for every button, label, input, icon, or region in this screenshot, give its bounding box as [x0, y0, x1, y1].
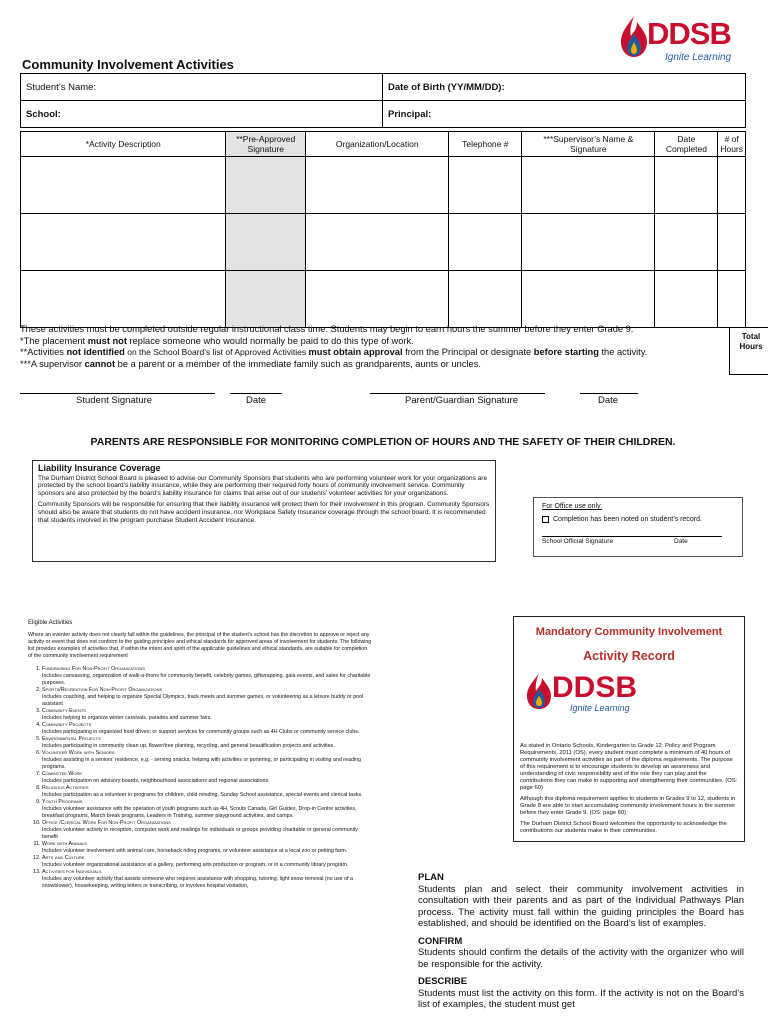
table-cell[interactable]: [226, 157, 306, 214]
list-item: 9. Youth Programs Includes volunteer assistance with the operation of youth programs such as 4H, Scouts Canada, Girl Guides, Drop-in Centre activities, breakfast programs, March break programs, Leaders in Training, summer playground activities, and camps.: [42, 799, 372, 820]
parent-signature-label: Parent/Guardian Signature: [405, 395, 519, 406]
list-item: 3. Community Events Includes helping to organize winter carnivals, parades and summer fairs.: [42, 708, 372, 722]
student-signature-label: Student Signature: [76, 395, 153, 406]
header-pre-approved-signature: **Pre-Approved Signature: [226, 132, 306, 157]
eligible-activities: [28, 620, 372, 890]
office-use-title: For Office use only.: [542, 503, 603, 510]
checkbox-icon[interactable]: [542, 516, 549, 523]
plan-heading: PLAN: [418, 872, 444, 883]
student-info-table: [20, 73, 746, 128]
table-cell[interactable]: [21, 214, 226, 271]
record-logo: [520, 671, 738, 715]
office-signature-label: School Official Signature: [542, 538, 614, 545]
date-line-1[interactable]: [230, 393, 282, 394]
office-date-label: Date: [674, 538, 688, 545]
total-hours-box[interactable]: Total Hours: [729, 327, 768, 375]
activity-notes: [20, 324, 710, 370]
list-item: 2. Sports/Recreation For Non-Profit Organizations Includes coaching, and helping to organize Special Olympics, track meets and summer games, or volunteering as a leisure buddy or pool assistant: [42, 687, 372, 708]
record-paragraph-3: The Durham District School Board welcomes the opportunity to acknowledge the contributions our students make in their communities.: [520, 821, 727, 834]
header-organization-location: Organization/Location: [306, 132, 449, 157]
table-cell[interactable]: [718, 157, 746, 214]
describe-text: Students must list the activity on this form. If the activity is not on the Board’s list of examples, the student must get: [418, 987, 744, 1010]
plan-text: Students plan and select their community involvement activities in consultation with their parents and as part of the Individual Pathways Plan process. The activity must fall within the guiding principles the Board has established, and should be identified on the Board’s list of examples.: [418, 883, 744, 929]
office-use-box: [533, 497, 743, 557]
mandatory-record-box: [513, 616, 745, 842]
header-activity-description: *Activity Description: [21, 132, 226, 157]
flame-icon: [524, 671, 554, 711]
table-cell[interactable]: [655, 214, 718, 271]
table-cell[interactable]: [449, 271, 522, 328]
list-item: 13. Activities for Individuals Includes any volunteer activity that assists someone who requires assistance with shopping, tutoring, light snow removal (no use of a snowblower), housekeeping, writing letters or transcribing, or involves hospital visitation,: [42, 869, 372, 890]
table-row: [21, 271, 746, 328]
table-row: [21, 157, 746, 214]
date-label-1: Date: [246, 395, 267, 406]
table-cell[interactable]: [226, 214, 306, 271]
note-line-2: *The placement must not replace someone who would normally be paid to do this type of work.: [20, 335, 414, 346]
date-line-2[interactable]: [580, 393, 638, 394]
table-cell[interactable]: [718, 214, 746, 271]
liability-paragraph-2: Community Sponsors will be responsible for ensuring that their liability insurance will protect them for their involvement in this program. Community Sponsors should also be aware that students do not have accident insurance, nor Workplace Safety Insurance coverage through the school board. It is recommended that students involved in the program purchase Student Accident Insurance.: [38, 501, 490, 524]
table-cell[interactable]: [306, 271, 449, 328]
table-cell[interactable]: [522, 271, 655, 328]
note-line-4: ***A supervisor cannot be a parent or a member of the immediate family such as grandparents, aunts or uncles.: [20, 358, 481, 369]
eligible-heading: Eligible Activities: [28, 620, 73, 626]
table-cell[interactable]: [522, 214, 655, 271]
list-item: 4. Community Projects Includes participating in organized food drives; or support services for community groups such as 4H Clubs or community service clubs.: [42, 722, 372, 736]
table-cell[interactable]: [718, 271, 746, 328]
activity-table: [20, 131, 746, 328]
record-logo-tagline: Ignite Learning: [570, 703, 630, 713]
table-cell[interactable]: [655, 271, 718, 328]
liability-insurance-box: [32, 460, 496, 562]
page-title: Community Involvement Activities: [22, 57, 234, 72]
table-cell[interactable]: [306, 157, 449, 214]
date-label-2: Date: [598, 395, 619, 406]
list-item: 6. Volunteer Work with Seniors Includes assisting in a seniors’ residence, e.g. - serving snacks, helping with activities or portering, or participating in visiting and reading programs.: [42, 750, 372, 771]
note-line-1: These activities must be completed outside regular instructional class time. Students may begin to earn hours the summer before they enter Grade 9.: [20, 324, 634, 334]
table-cell[interactable]: [522, 157, 655, 214]
list-item: 10. Office /Clerical Work For Non-Profit Organizations Includes volunteer activity in reception, computer work and mailings for individuals or groups providing charitable or general community benefit: [42, 820, 372, 841]
table-cell[interactable]: [226, 271, 306, 328]
liability-paragraph-1: The Durham District School Board is pleased to advise our Community Sponsors that students who are performing volunteer work for your organizations are protected by the school board’s liability insurance, while they are performing their required forty hours of community involvement service. Community sponsors are also protected by the board’s liability insurance for claims that arise out of our students’ volunteer activities for your organizations.: [38, 474, 488, 497]
student-name-field[interactable]: Student’s Name:: [21, 74, 383, 101]
parent-signature-line[interactable]: [370, 393, 545, 394]
list-item: 5. Environmental Projects Includes participating in community clean up, flower/tree planting, recycling, and general beautification projects and activities.: [42, 736, 372, 750]
record-title: Mandatory Community Involvement: [535, 626, 723, 638]
header-hours: # of Hours: [718, 132, 746, 157]
table-cell[interactable]: [21, 271, 226, 328]
student-signature-line[interactable]: [20, 393, 215, 394]
table-cell[interactable]: [21, 157, 226, 214]
table-row: [21, 214, 746, 271]
ddsb-logo: [617, 14, 733, 68]
eligible-list: [28, 666, 372, 890]
parents-responsibility-banner: PARENTS ARE RESPONSIBLE FOR MONITORING COMPLETION OF HOURS AND THE SAFETY OF THEIR CHILDREN.: [90, 436, 676, 448]
completion-check[interactable]: Completion has been noted on student’s record.: [542, 515, 734, 524]
list-item: 12. Arts and Culture Includes volunteer organizational assistance at a gallery, performing arts production or program, or in a community library program.: [42, 855, 372, 869]
dob-field[interactable]: Date of Birth (YY/MM/DD):: [383, 74, 746, 101]
header-date-completed: Date Completed: [655, 132, 718, 157]
school-field[interactable]: School:: [21, 101, 383, 128]
table-cell[interactable]: [449, 214, 522, 271]
table-cell[interactable]: [306, 214, 449, 271]
list-item: 8. Religious Activities Includes participation as a volunteer in programs for children, child minding, Sunday School assistance, special events and clerical tasks.: [42, 785, 372, 799]
flame-icon: [617, 14, 651, 58]
header-supervisor: ***Supervisor’s Name & Signature: [522, 132, 655, 157]
confirm-heading: CONFIRM: [418, 935, 463, 947]
list-item: 11. Work with Animals Includes volunteer involvement with animal care, horseback riding programs, or volunteer assistance at a local zoo or petting farm.: [42, 841, 372, 855]
record-paragraph-1: As stated in Ontario Schools, Kindergarten to Grade 12: Policy and Program Requirements, 2011 (OS), every student must complete a minimum of 40 hours of community involvement activities as part of the diploma requirements. The purpose of this requirement is to encourage students to develop an awareness and understanding of civic responsibility and of the role they can play and the contributions they can make in supporting and strengthening their communities. (OS: page 60): [520, 743, 738, 791]
header-telephone: Telephone #: [449, 132, 522, 157]
table-cell[interactable]: [449, 157, 522, 214]
record-logo-wordmark: DDSB: [552, 671, 638, 704]
record-subtitle: Activity Record: [583, 649, 675, 663]
record-paragraph-2: Although this diploma requirement applies to students in Grades 9 to 12, students in Grade 8 are able to start accumulating community involvement hours in the summer before they enter Grade 9. (OS: page 60): [520, 796, 736, 816]
office-signature-labels: [542, 537, 734, 546]
confirm-text: Students should confirm the details of the activity with the organizer who will be responsible for the activity.: [418, 947, 744, 970]
table-cell[interactable]: [655, 157, 718, 214]
list-item: 7. Committee Work Includes participation on advisory boards, neighbourhood associations and regional associations.: [42, 771, 372, 785]
liability-heading: Liability Insurance Coverage: [38, 463, 161, 473]
eligible-intro: Where an eventer activity does not clearly fall within the guidelines, the principal of the student’s school has the discretion to approve or reject any activity or event that does not conform to the guiding principles and ethical standards for approved areas of involvement for students. The following list provides examples of activities that, if within the intent and spirit of the applicable guidelines and ethical standards, are suitable for completion of the community involvement requirement: [28, 632, 372, 659]
steps-section: [418, 872, 744, 1011]
logo-tagline: Ignite Learning: [665, 52, 732, 63]
note-line-3: **Activities not identified on the School Board’s list of Approved Activities must obtain approval from the Principal or designate before starting the activity.: [20, 347, 648, 357]
principal-field[interactable]: Principal:: [383, 101, 746, 128]
logo-wordmark: DDSB: [647, 16, 731, 51]
describe-heading: DESCRIBE: [418, 976, 468, 987]
list-item: 1. Fundraising For Non-Profit Organizations Includes canvassing, organization of walk-a-thons for community benefit, celebrity games, giftwrapping, gala events, and sales for charitable purposes.: [42, 666, 372, 687]
